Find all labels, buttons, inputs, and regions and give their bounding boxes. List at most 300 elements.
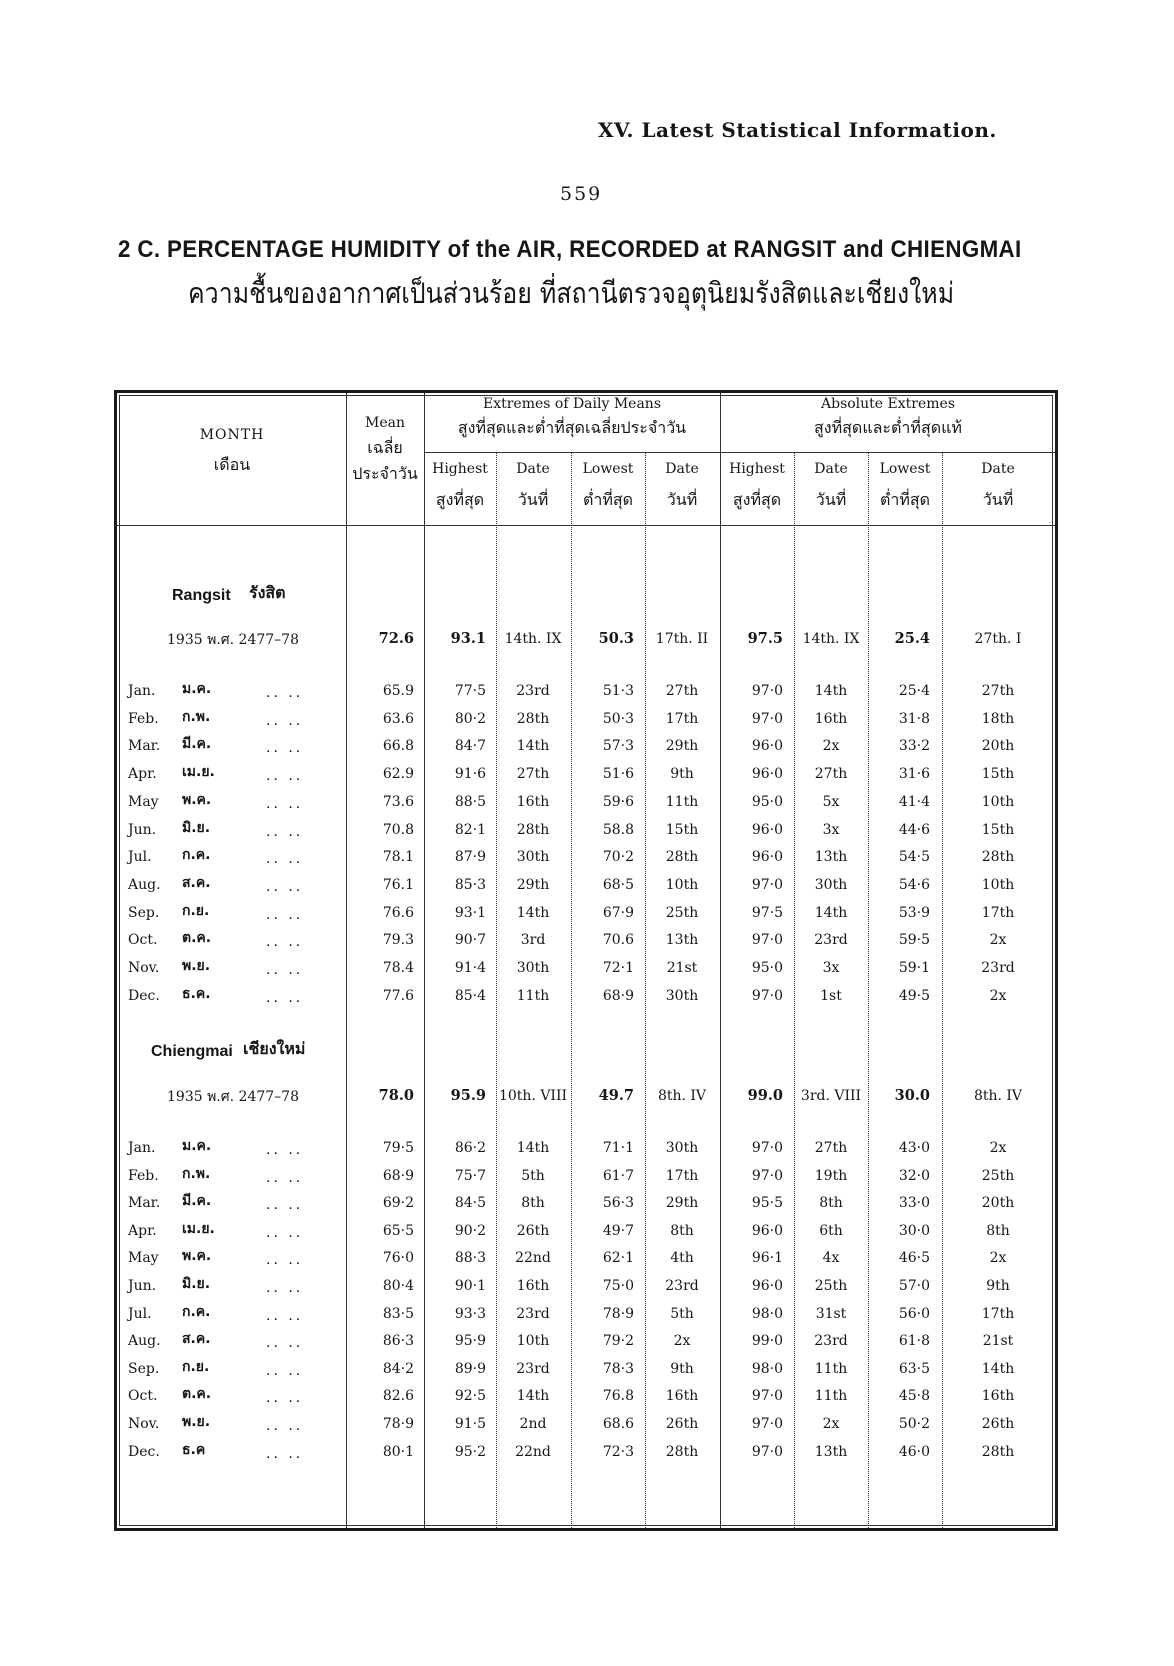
daily-lowest-date-cell: 5th bbox=[670, 1306, 694, 1322]
daily-lowest-date-cell: 30th bbox=[665, 988, 699, 1004]
month-abbrev: Jul. bbox=[128, 849, 152, 865]
leader-dots: .. .. bbox=[266, 1225, 304, 1241]
mean-cell: 62.9 bbox=[382, 766, 414, 782]
absolute-lowest-cell: 53·9 bbox=[898, 905, 930, 921]
absolute-lowest-date-cell: 20th bbox=[981, 738, 1015, 754]
mean-cell: 77.6 bbox=[382, 988, 414, 1004]
daily-lowest-cell: 72·1 bbox=[602, 960, 634, 976]
annual-label: 1935 พ.ศ. 2477–78 bbox=[167, 632, 299, 648]
absolute-extremes-header: Absolute Extremes bbox=[820, 396, 956, 412]
daily-highest-cell: 93·3 bbox=[454, 1306, 486, 1322]
daily-highest-date-cell: 30th bbox=[516, 849, 550, 865]
daily-lowest-cell: 71·1 bbox=[602, 1140, 634, 1156]
absolute-lowest-cell: 43·0 bbox=[898, 1140, 930, 1156]
daily-highest-cell: 91·4 bbox=[454, 960, 486, 976]
absolute-lowest-date-cell: 2x bbox=[989, 1140, 1007, 1156]
month-abbrev-thai: ก.ค. bbox=[182, 847, 211, 863]
station-name-thai: เชียงใหม่ bbox=[243, 1039, 306, 1058]
month-abbrev: Dec. bbox=[128, 1444, 160, 1460]
daily-highest-date-cell: 8th bbox=[521, 1195, 545, 1211]
absolute-lowest-cell: 56·0 bbox=[898, 1306, 930, 1322]
mean-cell: 80·4 bbox=[382, 1278, 414, 1294]
daily-highest-date-cell: 3rd bbox=[520, 932, 546, 948]
annual-daily-highest-date-cell: 10th. VIII bbox=[498, 1088, 568, 1104]
daily-lowest-cell: 70·2 bbox=[602, 849, 634, 865]
absolute-highest-date-cell: 23rd bbox=[814, 932, 848, 948]
daily-lowest-date-cell: 16th bbox=[665, 1388, 699, 1404]
month-abbrev: Apr. bbox=[128, 1223, 157, 1239]
absolute-lowest-date-cell: 15th bbox=[981, 822, 1015, 838]
leader-dots: .. .. bbox=[266, 1142, 304, 1158]
absolute-lowest-date-cell: 26th bbox=[981, 1416, 1015, 1432]
daily-lowest-date-cell: 17th bbox=[665, 711, 699, 727]
date-header: Date bbox=[665, 461, 699, 477]
daily-lowest-cell: 75·0 bbox=[602, 1278, 634, 1294]
daily-highest-date-cell: 29th bbox=[516, 877, 550, 893]
daily-highest-date-cell: 23rd bbox=[516, 683, 550, 699]
month-abbrev: Nov. bbox=[128, 960, 160, 976]
daily-highest-cell: 91·5 bbox=[454, 1416, 486, 1432]
month-abbrev-thai: ก.พ. bbox=[182, 709, 211, 725]
absolute-highest-cell: 97·0 bbox=[751, 1388, 783, 1404]
column-rule bbox=[720, 393, 721, 1528]
absolute-highest-date-cell: 6th bbox=[819, 1223, 843, 1239]
month-abbrev: Dec. bbox=[128, 988, 160, 1004]
daily-lowest-date-cell: 30th bbox=[665, 1140, 699, 1156]
lowest-header: Lowest bbox=[879, 461, 931, 477]
mean-cell: 78·9 bbox=[382, 1416, 414, 1432]
mean-cell: 78.1 bbox=[382, 849, 414, 865]
daily-lowest-cell: 67·9 bbox=[602, 905, 634, 921]
daily-highest-cell: 77·5 bbox=[454, 683, 486, 699]
absolute-lowest-cell: 45·8 bbox=[898, 1388, 930, 1404]
absolute-lowest-date-cell: 9th bbox=[986, 1278, 1010, 1294]
month-abbrev-thai: ส.ค. bbox=[182, 875, 211, 891]
absolute-highest-date-cell: 2x bbox=[822, 1416, 840, 1432]
absolute-highest-cell: 97·0 bbox=[751, 711, 783, 727]
leader-dots: .. .. bbox=[266, 1280, 304, 1296]
month-abbrev-thai: ก.ย. bbox=[182, 1359, 210, 1375]
mean-cell: 84·2 bbox=[382, 1361, 414, 1377]
daily-highest-cell: 95·2 bbox=[454, 1444, 486, 1460]
absolute-lowest-cell: 31·8 bbox=[898, 711, 930, 727]
leader-dots: .. .. bbox=[266, 990, 304, 1006]
daily-highest-date-cell: 22nd bbox=[515, 1250, 551, 1266]
absolute-lowest-date-cell: 20th bbox=[981, 1195, 1015, 1211]
month-abbrev: Oct. bbox=[128, 932, 158, 948]
daily-lowest-date-cell: 26th bbox=[665, 1416, 699, 1432]
daily-highest-cell: 80·2 bbox=[454, 711, 486, 727]
absolute-highest-date-cell: 3x bbox=[822, 960, 840, 976]
absolute-highest-date-cell: 14th bbox=[814, 905, 848, 921]
leader-dots: .. .. bbox=[266, 962, 304, 978]
month-abbrev-thai: ธ.ค. bbox=[182, 986, 211, 1002]
page-number: 559 bbox=[560, 183, 603, 205]
annual-mean-cell: 78.0 bbox=[378, 1087, 414, 1104]
daily-highest-cell: 84·7 bbox=[454, 738, 486, 754]
mean-header-thai: เฉลี่ย bbox=[367, 438, 403, 457]
annual-daily-lowest-cell: 50.3 bbox=[598, 630, 634, 647]
daily-lowest-date-cell: 29th bbox=[665, 1195, 699, 1211]
absolute-lowest-cell: 57·0 bbox=[898, 1278, 930, 1294]
absolute-highest-date-cell: 25th bbox=[814, 1278, 848, 1294]
daily-highest-cell: 88·3 bbox=[454, 1250, 486, 1266]
annual-daily-highest-cell: 95.9 bbox=[450, 1087, 486, 1104]
absolute-lowest-cell: 54·6 bbox=[898, 877, 930, 893]
month-abbrev-thai: มี.ค. bbox=[182, 736, 212, 752]
month-abbrev-thai: เม.ย. bbox=[182, 764, 215, 780]
absolute-lowest-date-cell: 2x bbox=[989, 1250, 1007, 1266]
absolute-highest-cell: 98·0 bbox=[751, 1306, 783, 1322]
daily-lowest-cell: 70.6 bbox=[602, 932, 634, 948]
absolute-lowest-cell: 59·5 bbox=[898, 932, 930, 948]
daily-lowest-cell: 62·1 bbox=[602, 1250, 634, 1266]
mean-cell: 69·2 bbox=[382, 1195, 414, 1211]
date-header-thai: วันที่ bbox=[666, 490, 698, 509]
daily-highest-cell: 85·3 bbox=[454, 877, 486, 893]
absolute-lowest-cell: 41·4 bbox=[898, 794, 930, 810]
leader-dots: .. .. bbox=[266, 740, 304, 756]
absolute-highest-cell: 97·0 bbox=[751, 932, 783, 948]
absolute-highest-date-cell: 3x bbox=[822, 822, 840, 838]
highest-header: Highest bbox=[432, 461, 488, 477]
daily-highest-cell: 93·1 bbox=[454, 905, 486, 921]
month-header: MONTH bbox=[199, 427, 265, 443]
month-abbrev: May bbox=[128, 1250, 159, 1266]
month-abbrev: Mar. bbox=[128, 738, 161, 754]
month-abbrev: Aug. bbox=[128, 1333, 161, 1349]
leader-dots: .. .. bbox=[266, 1308, 304, 1324]
absolute-lowest-date-cell: 2x bbox=[989, 932, 1007, 948]
daily-lowest-date-cell: 2x bbox=[673, 1333, 691, 1349]
absolute-lowest-date-cell: 17th bbox=[981, 1306, 1015, 1322]
daily-lowest-cell: 51·3 bbox=[602, 683, 634, 699]
absolute-highest-cell: 96·0 bbox=[751, 1278, 783, 1294]
daily-highest-cell: 86·2 bbox=[454, 1140, 486, 1156]
absolute-lowest-date-cell: 18th bbox=[981, 711, 1015, 727]
daily-lowest-date-cell: 29th bbox=[665, 738, 699, 754]
daily-lowest-cell: 68·5 bbox=[602, 877, 634, 893]
absolute-lowest-cell: 46·0 bbox=[898, 1444, 930, 1460]
daily-highest-cell: 90·1 bbox=[454, 1278, 486, 1294]
absolute-highest-cell: 97·0 bbox=[751, 1416, 783, 1432]
mean-cell: 79·5 bbox=[382, 1140, 414, 1156]
column-rule bbox=[346, 393, 347, 1528]
leader-dots: .. .. bbox=[266, 685, 304, 701]
absolute-lowest-date-cell: 16th bbox=[981, 1388, 1015, 1404]
absolute-highest-date-cell: 8th bbox=[819, 1195, 843, 1211]
daily-highest-date-cell: 30th bbox=[516, 960, 550, 976]
absolute-lowest-cell: 54·5 bbox=[898, 849, 930, 865]
header-divider bbox=[117, 525, 1055, 526]
month-abbrev-thai: พ.ค. bbox=[182, 792, 212, 808]
daily-lowest-cell: 79·2 bbox=[602, 1333, 634, 1349]
annual-daily-highest-date-cell: 14th. IX bbox=[504, 631, 562, 647]
highest-header: Highest bbox=[729, 461, 785, 477]
daily-highest-date-cell: 28th bbox=[516, 822, 550, 838]
absolute-highest-date-cell: 13th bbox=[814, 1444, 848, 1460]
annual-daily-lowest-cell: 49.7 bbox=[598, 1087, 634, 1104]
absolute-highest-date-cell: 23rd bbox=[814, 1333, 848, 1349]
absolute-lowest-cell: 50·2 bbox=[898, 1416, 930, 1432]
absolute-highest-cell: 97·0 bbox=[751, 683, 783, 699]
lowest-header-thai: ต่ำที่สุด bbox=[879, 490, 931, 509]
leader-dots: .. .. bbox=[266, 824, 304, 840]
daily-lowest-date-cell: 21st bbox=[666, 960, 698, 976]
daily-lowest-date-cell: 28th bbox=[665, 1444, 699, 1460]
absolute-lowest-date-cell: 10th bbox=[981, 794, 1015, 810]
month-abbrev: Oct. bbox=[128, 1388, 158, 1404]
month-abbrev: Aug. bbox=[128, 877, 161, 893]
daily-lowest-date-cell: 28th bbox=[665, 849, 699, 865]
daily-lowest-cell: 76.8 bbox=[602, 1388, 634, 1404]
daily-lowest-date-cell: 27th bbox=[665, 683, 699, 699]
absolute-highest-date-cell: 2x bbox=[822, 738, 840, 754]
annual-absolute-lowest-date-cell: 27th. I bbox=[974, 631, 1022, 647]
daily-highest-date-cell: 28th bbox=[516, 711, 550, 727]
absolute-lowest-cell: 59·1 bbox=[898, 960, 930, 976]
absolute-highest-cell: 97·0 bbox=[751, 1140, 783, 1156]
absolute-lowest-cell: 30·0 bbox=[898, 1223, 930, 1239]
absolute-highest-cell: 97·0 bbox=[751, 877, 783, 893]
absolute-highest-cell: 96·0 bbox=[751, 822, 783, 838]
leader-dots: .. .. bbox=[266, 1446, 304, 1462]
daily-highest-date-cell: 5th bbox=[521, 1168, 545, 1184]
absolute-lowest-date-cell: 8th bbox=[986, 1223, 1010, 1239]
absolute-highest-cell: 95·0 bbox=[751, 794, 783, 810]
annual-daily-highest-cell: 93.1 bbox=[450, 630, 486, 647]
annual-absolute-lowest-cell: 25.4 bbox=[894, 630, 930, 647]
column-rule bbox=[942, 452, 943, 1528]
column-rule bbox=[645, 452, 646, 1528]
date-header-thai: วันที่ bbox=[517, 490, 549, 509]
month-abbrev-thai: ม.ค. bbox=[182, 1138, 212, 1154]
mean-cell: 68·9 bbox=[382, 1168, 414, 1184]
daily-lowest-date-cell: 25th bbox=[665, 905, 699, 921]
daily-highest-date-cell: 27th bbox=[516, 766, 550, 782]
daily-lowest-cell: 68.6 bbox=[602, 1416, 634, 1432]
daily-lowest-cell: 56·3 bbox=[602, 1195, 634, 1211]
daily-lowest-date-cell: 11th bbox=[665, 794, 699, 810]
daily-lowest-cell: 59·6 bbox=[602, 794, 634, 810]
running-head: XV. Latest Statistical Information. bbox=[598, 118, 997, 142]
annual-mean-cell: 72.6 bbox=[378, 630, 414, 647]
daily-highest-cell: 90·2 bbox=[454, 1223, 486, 1239]
absolute-lowest-cell: 32·0 bbox=[898, 1168, 930, 1184]
daily-highest-date-cell: 23rd bbox=[516, 1361, 550, 1377]
mean-cell: 79.3 bbox=[382, 932, 414, 948]
daily-highest-date-cell: 14th bbox=[516, 1140, 550, 1156]
absolute-lowest-cell: 31·6 bbox=[898, 766, 930, 782]
mean-cell: 70.8 bbox=[382, 822, 414, 838]
daily-lowest-date-cell: 15th bbox=[665, 822, 699, 838]
absolute-highest-date-cell: 11th bbox=[814, 1361, 848, 1377]
annual-daily-lowest-date-cell: 8th. IV bbox=[657, 1088, 707, 1104]
annual-absolute-highest-date-cell: 3rd. VIII bbox=[800, 1088, 862, 1104]
date-header: Date bbox=[814, 461, 848, 477]
mean-header-thai: ประจำวัน bbox=[352, 464, 418, 483]
mean-cell: 76·0 bbox=[382, 1250, 414, 1266]
absolute-highest-cell: 97·0 bbox=[751, 1168, 783, 1184]
mean-cell: 83·5 bbox=[382, 1306, 414, 1322]
absolute-highest-date-cell: 1st bbox=[820, 988, 842, 1004]
absolute-highest-date-cell: 30th bbox=[814, 877, 848, 893]
annual-label: 1935 พ.ศ. 2477–78 bbox=[167, 1089, 299, 1105]
month-abbrev-thai: มิ.ย. bbox=[182, 820, 211, 836]
month-abbrev-thai: ธ.ค bbox=[182, 1442, 206, 1458]
highest-header-thai: สูงที่สุด bbox=[732, 490, 782, 509]
leader-dots: .. .. bbox=[266, 1418, 304, 1434]
month-abbrev: Apr. bbox=[128, 766, 157, 782]
daily-highest-date-cell: 14th bbox=[516, 1388, 550, 1404]
daily-highest-date-cell: 11th bbox=[516, 988, 550, 1004]
absolute-highest-cell: 96·0 bbox=[751, 1223, 783, 1239]
mean-cell: 80·1 bbox=[382, 1444, 414, 1460]
absolute-lowest-cell: 44·6 bbox=[898, 822, 930, 838]
month-abbrev-thai: ก.พ. bbox=[182, 1166, 211, 1182]
leader-dots: .. .. bbox=[266, 768, 304, 784]
absolute-lowest-date-cell: 23rd bbox=[981, 960, 1015, 976]
absolute-extremes-header-thai: สูงที่สุดและต่ำที่สุดแท้ bbox=[814, 418, 962, 437]
month-abbrev-thai: พ.ค. bbox=[182, 1248, 212, 1264]
mean-cell: 66.8 bbox=[382, 738, 414, 754]
absolute-highest-date-cell: 31st bbox=[815, 1306, 847, 1322]
daily-highest-cell: 91·6 bbox=[454, 766, 486, 782]
absolute-highest-cell: 96·0 bbox=[751, 738, 783, 754]
absolute-highest-date-cell: 27th bbox=[814, 1140, 848, 1156]
month-abbrev-thai: ก.ค. bbox=[182, 1304, 211, 1320]
leader-dots: .. .. bbox=[266, 1170, 304, 1186]
leader-dots: .. .. bbox=[266, 851, 304, 867]
daily-lowest-cell: 49·7 bbox=[602, 1223, 634, 1239]
absolute-lowest-date-cell: 28th bbox=[981, 849, 1015, 865]
absolute-highest-date-cell: 14th bbox=[814, 683, 848, 699]
absolute-highest-cell: 96·0 bbox=[751, 849, 783, 865]
absolute-lowest-date-cell: 10th bbox=[981, 877, 1015, 893]
daily-lowest-cell: 72·3 bbox=[602, 1444, 634, 1460]
mean-cell: 86·3 bbox=[382, 1333, 414, 1349]
daily-lowest-date-cell: 9th bbox=[670, 1361, 694, 1377]
absolute-highest-cell: 97·0 bbox=[751, 1444, 783, 1460]
absolute-lowest-cell: 63·5 bbox=[898, 1361, 930, 1377]
daily-highest-date-cell: 26th bbox=[516, 1223, 550, 1239]
leader-dots: .. .. bbox=[266, 1252, 304, 1268]
month-abbrev-thai: ต.ค. bbox=[182, 930, 212, 946]
daily-lowest-date-cell: 13th bbox=[665, 932, 699, 948]
annual-absolute-highest-cell: 99.0 bbox=[747, 1087, 783, 1104]
absolute-highest-cell: 98·0 bbox=[751, 1361, 783, 1377]
date-header-thai: วันที่ bbox=[982, 490, 1014, 509]
mean-cell: 73.6 bbox=[382, 794, 414, 810]
daily-highest-cell: 92·5 bbox=[454, 1388, 486, 1404]
annual-daily-lowest-date-cell: 17th. II bbox=[655, 631, 709, 647]
column-rule bbox=[424, 393, 425, 1528]
daily-highest-cell: 87·9 bbox=[454, 849, 486, 865]
absolute-lowest-cell: 33·0 bbox=[898, 1195, 930, 1211]
mean-cell: 78.4 bbox=[382, 960, 414, 976]
daily-lowest-cell: 57·3 bbox=[602, 738, 634, 754]
date-header: Date bbox=[516, 461, 550, 477]
column-rule bbox=[794, 452, 795, 1528]
mean-header: Mean bbox=[365, 415, 405, 431]
leader-dots: .. .. bbox=[266, 1197, 304, 1213]
absolute-lowest-cell: 46·5 bbox=[898, 1250, 930, 1266]
absolute-highest-cell: 96·0 bbox=[751, 766, 783, 782]
month-abbrev-thai: ต.ค. bbox=[182, 1386, 212, 1402]
absolute-highest-date-cell: 19th bbox=[814, 1168, 848, 1184]
daily-extremes-header-thai: สูงที่สุดและต่ำที่สุดเฉลี่ยประจำวัน bbox=[457, 418, 687, 437]
mean-cell: 82.6 bbox=[382, 1388, 414, 1404]
daily-highest-cell: 89·9 bbox=[454, 1361, 486, 1377]
daily-lowest-cell: 78·3 bbox=[602, 1361, 634, 1377]
absolute-highest-date-cell: 27th bbox=[814, 766, 848, 782]
month-abbrev: Mar. bbox=[128, 1195, 161, 1211]
mean-cell: 76.1 bbox=[382, 877, 414, 893]
station-name: Chiengmai bbox=[151, 1043, 233, 1060]
absolute-highest-cell: 97·0 bbox=[751, 988, 783, 1004]
daily-highest-date-cell: 2nd bbox=[519, 1416, 547, 1432]
daily-lowest-date-cell: 8th bbox=[670, 1223, 694, 1239]
leader-dots: .. .. bbox=[266, 1363, 304, 1379]
absolute-lowest-cell: 33·2 bbox=[898, 738, 930, 754]
daily-lowest-date-cell: 10th bbox=[665, 877, 699, 893]
absolute-lowest-date-cell: 28th bbox=[981, 1444, 1015, 1460]
daily-lowest-date-cell: 17th bbox=[665, 1168, 699, 1184]
date-header-thai: วันที่ bbox=[815, 490, 847, 509]
daily-highest-date-cell: 16th bbox=[516, 794, 550, 810]
table-title-english: 2 C. PERCENTAGE HUMIDITY of the AIR, RECORDED at RANGSIT and CHIENGMAI bbox=[118, 236, 1022, 263]
absolute-highest-cell: 97·5 bbox=[751, 905, 783, 921]
absolute-lowest-date-cell: 25th bbox=[981, 1168, 1015, 1184]
leader-dots: .. .. bbox=[266, 1390, 304, 1406]
lowest-header: Lowest bbox=[582, 461, 634, 477]
daily-lowest-cell: 51·6 bbox=[602, 766, 634, 782]
absolute-lowest-cell: 49·5 bbox=[898, 988, 930, 1004]
month-abbrev: Sep. bbox=[128, 905, 160, 921]
month-abbrev-thai: มี.ค. bbox=[182, 1193, 212, 1209]
daily-highest-cell: 88·5 bbox=[454, 794, 486, 810]
daily-lowest-cell: 61·7 bbox=[602, 1168, 634, 1184]
group-header-divider bbox=[424, 452, 1055, 453]
absolute-highest-cell: 95·0 bbox=[751, 960, 783, 976]
absolute-highest-date-cell: 13th bbox=[814, 849, 848, 865]
annual-absolute-lowest-date-cell: 8th. IV bbox=[973, 1088, 1023, 1104]
daily-highest-date-cell: 16th bbox=[516, 1278, 550, 1294]
month-abbrev: Nov. bbox=[128, 1416, 160, 1432]
month-abbrev-thai: ก.ย. bbox=[182, 903, 210, 919]
highest-header-thai: สูงที่สุด bbox=[435, 490, 485, 509]
mean-cell: 76.6 bbox=[382, 905, 414, 921]
absolute-highest-cell: 95·5 bbox=[751, 1195, 783, 1211]
month-abbrev-thai: มิ.ย. bbox=[182, 1276, 211, 1292]
month-header-thai: เดือน bbox=[213, 455, 251, 474]
daily-lowest-cell: 68·9 bbox=[602, 988, 634, 1004]
annual-absolute-highest-date-cell: 14th. IX bbox=[802, 631, 860, 647]
daily-highest-cell: 85·4 bbox=[454, 988, 486, 1004]
month-abbrev: Sep. bbox=[128, 1361, 160, 1377]
daily-highest-date-cell: 14th bbox=[516, 905, 550, 921]
station-name-thai: รังสิต bbox=[249, 583, 286, 602]
column-rule bbox=[868, 452, 869, 1528]
leader-dots: .. .. bbox=[266, 1335, 304, 1351]
daily-highest-date-cell: 22nd bbox=[515, 1444, 551, 1460]
date-header: Date bbox=[981, 461, 1015, 477]
daily-highest-cell: 95·9 bbox=[454, 1333, 486, 1349]
mean-cell: 65.9 bbox=[382, 683, 414, 699]
absolute-lowest-date-cell: 17th bbox=[981, 905, 1015, 921]
daily-highest-date-cell: 14th bbox=[516, 738, 550, 754]
daily-lowest-date-cell: 9th bbox=[670, 766, 694, 782]
